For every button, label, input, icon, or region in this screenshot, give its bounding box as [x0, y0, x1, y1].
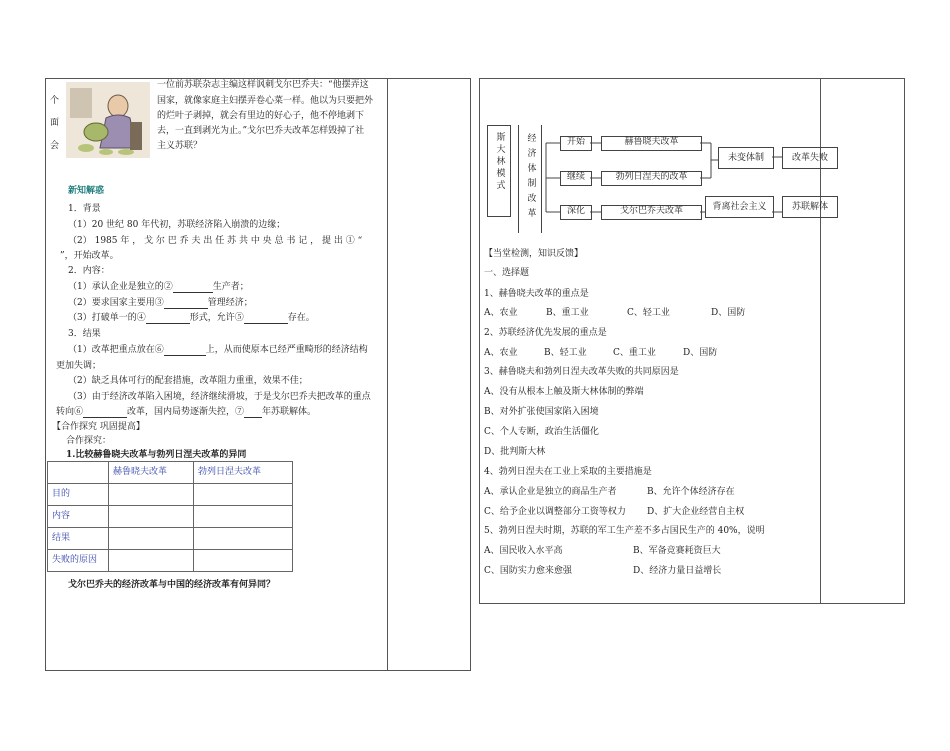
- result-1b: 上，从而使原本已经严重畸形的经济结构: [205, 345, 368, 355]
- side-label-3: 会: [50, 141, 60, 151]
- content-1b: 生产者；: [212, 282, 249, 292]
- q2-option-d[interactable]: D、国防: [683, 348, 718, 358]
- result-3c: 改革，国内局势逐渐失控，⑦: [127, 407, 245, 417]
- background-heading: 1．背景: [68, 204, 101, 214]
- reform-brezhnev: 勃列日涅夫的改革: [601, 171, 702, 186]
- q1-option-d[interactable]: D、国防: [711, 308, 746, 318]
- row-label-content: 内容: [48, 506, 109, 528]
- table-header-khrushchev: 赫鲁晓夫改革: [109, 462, 194, 484]
- intro-line-1: 一位前苏联杂志主编这样讽刺戈尔巴乔夫：“他摆弄这: [157, 80, 369, 90]
- q1-option-a[interactable]: A、农业: [484, 308, 518, 318]
- result-1c: 更加失调；: [56, 361, 102, 371]
- stalin-model-box: [487, 125, 511, 217]
- side-label-2: 面: [50, 118, 60, 128]
- q4-option-b[interactable]: B、允许个体经济存在: [647, 487, 735, 497]
- q3-option-c[interactable]: C、个人专断，政治生活僵化: [484, 427, 599, 437]
- side-label-1: 个: [50, 96, 60, 106]
- q3-option-d[interactable]: D、批判斯大林: [484, 447, 546, 457]
- econ-reform-text: 经济体制改革: [525, 133, 536, 223]
- table-header-brezhnev: 勃列日涅夫改革: [194, 462, 293, 484]
- q5-option-a[interactable]: A、国民收入水平高: [484, 546, 563, 556]
- stage-deepen: 深化: [560, 205, 592, 220]
- row-label-purpose: 目的: [48, 484, 109, 506]
- row-label-result: 结果: [48, 528, 109, 550]
- result-3d: 年苏联解体。: [262, 407, 317, 417]
- result-1a: （1）改革把重点放在⑥: [68, 345, 164, 355]
- content-heading: 2．内容：: [68, 266, 110, 276]
- coop-title: 【合作探究 巩固提高】: [52, 422, 145, 432]
- q3-option-a[interactable]: A、没有从根本上触及斯大林体制的弊端: [484, 387, 644, 397]
- unchanged-system: 未变体制: [718, 147, 774, 169]
- stage-start: 开始: [560, 136, 592, 151]
- content-1a: （1）承认企业是独立的②: [68, 282, 173, 292]
- content-3a: （3）打破单一的④: [68, 313, 146, 323]
- part-one: 一、选择题: [484, 268, 530, 278]
- q2-option-b[interactable]: B、轻工业: [544, 348, 587, 358]
- intro-line-4: 去，一直到剥光为止。”戈尔巴乔夫改革怎样毁掉了社: [157, 126, 365, 136]
- reform-gorbachev: 戈尔巴乔夫改革: [601, 205, 702, 220]
- stage-continue: 继续: [560, 171, 592, 186]
- result-3a: （3）由于经济改革陷入困境，经济继续滑坡，于是戈尔巴乔夫把改革的重点: [68, 392, 371, 402]
- q2-option-a[interactable]: A、农业: [484, 348, 518, 358]
- q5-option-c[interactable]: C、国防实力愈来愈强: [484, 566, 572, 576]
- question-1: 1.比较赫鲁晓夫改革与勃列日涅夫改革的异同: [66, 450, 247, 460]
- q1-option-b[interactable]: B、重工业: [546, 308, 589, 318]
- content-2b: 管理经济；: [207, 298, 253, 308]
- econ-reform-box: [518, 125, 542, 233]
- background-2b: ”，开始改革。: [60, 251, 119, 261]
- q3-text: 3、赫鲁晓夫和勃列日涅夫改革失败的共同原因是: [484, 367, 679, 377]
- intro-line-2: 国家，就像家庭主妇摆弄卷心菜一样。他以为只要把外: [157, 96, 374, 106]
- deviate-socialism: 背离社会主义: [705, 196, 774, 218]
- q5-text: 5、勃列日涅夫时期，苏联的军工生产差不多占国民生产的 40%，说明: [484, 526, 765, 536]
- q4-option-a[interactable]: A、承认企业是独立的商品生产者: [484, 487, 617, 497]
- intro-line-5: 主义苏联？: [157, 141, 203, 151]
- intro-line-3: 的烂叶子剥掉，就会有里边的好心子，他不停地剥下: [157, 111, 365, 121]
- result-heading: 3．结果: [68, 329, 101, 339]
- q5-option-b[interactable]: B、军备竞赛耗资巨大: [633, 546, 721, 556]
- q4-option-c[interactable]: C、给予企业以调整部分工资等权力: [484, 507, 626, 517]
- q2-text: 2、苏联经济优先发展的重点是: [484, 328, 607, 338]
- q1-option-c[interactable]: C、轻工业: [627, 308, 670, 318]
- section-title: 新知解惑: [68, 186, 105, 196]
- q5-option-d[interactable]: D、经济力量日益增长: [633, 566, 722, 576]
- reform-khrushchev: 赫鲁晓夫改革: [601, 136, 702, 151]
- q4-text: 4、勃列日涅夫在工业上采取的主要措施是: [484, 467, 652, 477]
- content-2a: （2）要求国家主要用③: [68, 298, 164, 308]
- check-title: 【当堂检测，知识反馈】: [484, 249, 584, 259]
- q4-option-d[interactable]: D、扩大企业经营自主权: [647, 507, 745, 517]
- q2-option-c[interactable]: C、重工业: [613, 348, 656, 358]
- question-2: 戈尔巴乔夫的经济改革与中国的经济改革有何异同？: [68, 580, 276, 590]
- row-label-failure: 失败的原因: [48, 550, 109, 572]
- result-2: （2）缺乏具体可行的配套措施，改革阻力重重，效果不佳；: [68, 376, 308, 386]
- coop-subtitle: 合作探究：: [66, 436, 112, 446]
- ussr-collapse: 苏联解体: [782, 196, 838, 218]
- background-1: （1）20 世纪 80 年代初，苏联经济陷入崩溃的边缘；: [68, 220, 286, 230]
- stalin-model-text: 斯大林模式: [494, 132, 505, 192]
- q1-text: 1、赫鲁晓夫改革的重点是: [484, 289, 589, 299]
- content-3b: 形式，允许⑤: [189, 313, 244, 323]
- result-3b: 转向⑥: [56, 407, 84, 417]
- background-2a: （2） 1985 年 ， 戈 尔 巴 乔 夫 出 任 苏 共 中 央 总 书 记 ， 提 出 ① “: [68, 236, 363, 246]
- reform-failure: 改革失败: [782, 147, 838, 169]
- content-3c: 存在。: [287, 313, 315, 323]
- q3-option-b[interactable]: B、对外扩张使国家陷入困境: [484, 407, 599, 417]
